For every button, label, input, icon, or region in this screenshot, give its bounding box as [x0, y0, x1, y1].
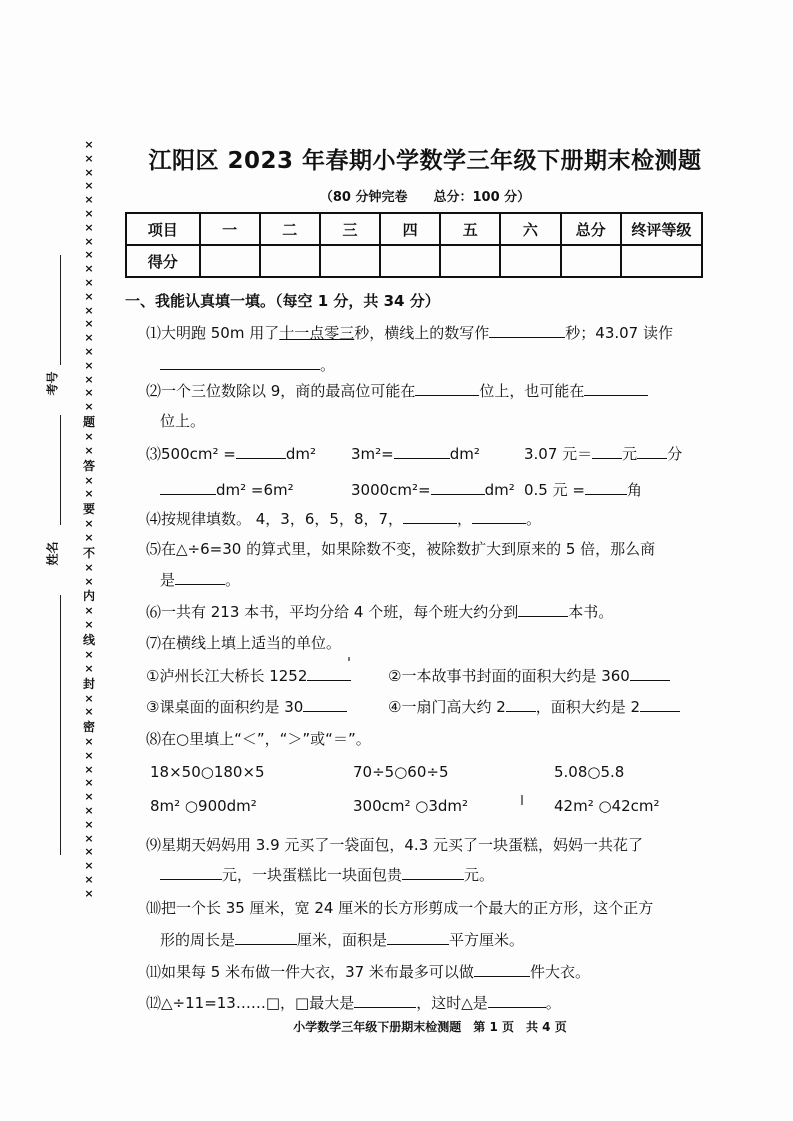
answer-blank[interactable]: [630, 665, 670, 681]
seal-x-mark: ×: [84, 530, 94, 544]
seal-word: 密: [82, 720, 95, 735]
answer-blank[interactable]: [394, 443, 450, 459]
seal-x-mark: ×: [84, 691, 94, 705]
seal-word: 答: [82, 458, 95, 473]
answer-blank[interactable]: [640, 696, 680, 712]
answer-blank[interactable]: [160, 864, 222, 880]
cell-grade: 终评等级: [621, 213, 702, 245]
answer-blank[interactable]: [489, 322, 565, 338]
seal-x-mark: ×: [84, 873, 94, 887]
compare-2[interactable]: 70÷5○60÷5: [353, 763, 449, 781]
question-6: [146, 601, 613, 622]
q3-text: ⑶500cm² =: [146, 445, 236, 463]
score-cell[interactable]: [621, 245, 702, 277]
seal-x-mark: ×: [84, 165, 94, 179]
seal-x-mark: ×: [84, 344, 94, 358]
exam-title: 江阳区 2023 年春期小学数学三年级下册期末检测题: [148, 148, 702, 174]
q6-text-a: ⑹一共有 213 本书，平均分给 4 个班，每个班大约分到: [146, 603, 519, 621]
score-table-header-row: [126, 213, 702, 245]
score-cell[interactable]: [320, 245, 380, 277]
q1-text-c: 秒；43.07 读作: [565, 324, 673, 342]
page-footer: 小学数学三年级下册期末检测题 第 1 页 共 4 页: [293, 1020, 567, 1034]
q1-underlined: 十一点零三: [279, 324, 355, 342]
question-5-line2: [160, 569, 240, 590]
q2-text-a: ⑵一个三位数除以 9，商的最高位可能在: [146, 382, 416, 400]
seal-x-mark: ×: [84, 845, 94, 859]
kaohao-label: 考号: [45, 371, 60, 396]
question-9: ⑼星期天妈妈用 3.9 元买了一袋面包，4.3 元买了一块蛋糕，妈妈一共花了: [146, 836, 644, 854]
seal-x-mark: ×: [84, 762, 94, 776]
cell-1: 一: [200, 213, 260, 245]
seal-x-mark: ×: [84, 618, 94, 632]
question-7-1: [146, 665, 351, 686]
seal-x-mark: ×: [84, 372, 94, 386]
answer-blank[interactable]: [307, 665, 351, 681]
answer-blank[interactable]: [175, 569, 225, 585]
question-7-3: [146, 696, 347, 717]
q12-text-c: 。: [545, 994, 561, 1012]
question-3-d: [160, 479, 294, 499]
answer-blank[interactable]: [160, 354, 320, 370]
q2-text-b: 位上，也可能在: [479, 382, 585, 400]
question-10: ⑽把一个长 35 厘米，宽 24 厘米的长方形剪成一个最大的正方形，这个正方: [146, 899, 654, 917]
seal-x-mark: ×: [84, 831, 94, 845]
binding-line-bottom: [60, 595, 61, 855]
cell-4: 四: [380, 213, 440, 245]
q4-text-b: ，: [457, 510, 473, 528]
q3-text: 3m²=: [351, 445, 394, 463]
q3-text: 3.07 元＝: [524, 445, 593, 463]
seal-x-mark: ×: [84, 705, 94, 719]
q1-text-d: 。: [320, 356, 336, 374]
q3-unit: 角: [626, 481, 642, 499]
seal-x-mark: ×: [84, 400, 94, 414]
seal-x-mark: ×: [84, 604, 94, 618]
seal-x-mark: ×: [84, 817, 94, 831]
cell-xiangmu: 项目: [126, 213, 200, 245]
seal-x-mark: ×: [84, 748, 94, 762]
q1-text-b: 秒，横线上的数写作: [354, 324, 490, 342]
q9-text-b: 元，一块蛋糕比一块面包贵: [222, 866, 403, 884]
seal-x-mark: ×: [84, 790, 94, 804]
scan-speck: [348, 657, 350, 661]
answer-blank[interactable]: [518, 601, 568, 617]
answer-blank[interactable]: [402, 864, 464, 880]
question-3-b: [351, 443, 480, 463]
q3-unit: 元: [622, 445, 638, 463]
answer-blank[interactable]: [403, 508, 457, 524]
seal-word: 内: [82, 589, 95, 604]
answer-blank[interactable]: [235, 929, 297, 945]
seal-x-mark: ×: [84, 248, 94, 262]
cell-defen: 得分: [126, 245, 200, 277]
question-4: [146, 508, 541, 529]
question-7: ⑺在横线上填上适当的单位。: [146, 634, 342, 652]
seal-x-mark: ×: [84, 220, 94, 234]
score-table: [125, 212, 703, 278]
answer-blank[interactable]: [584, 380, 648, 396]
q11-text-b: 件大衣。: [529, 963, 590, 981]
answer-blank[interactable]: [472, 508, 526, 524]
seal-x-mark: ×: [84, 647, 94, 661]
question-11: [146, 961, 590, 982]
score-table-score-row: [126, 245, 702, 277]
question-2-line2: 位上。: [160, 412, 206, 430]
q4-text-a: ⑷按规律填数。 4，3，6，5，8，7，: [146, 510, 404, 528]
binding-line-top: [60, 255, 61, 365]
seal-word: 要: [82, 502, 95, 517]
seal-x-mark: ×: [84, 289, 94, 303]
seal-x-mark: ×: [84, 735, 94, 749]
question-10-line2: [160, 929, 524, 950]
q4-text-c: 。: [526, 510, 542, 528]
compare-1[interactable]: 18×50○180×5: [150, 763, 265, 781]
question-2: [146, 380, 648, 401]
seal-x-mark: ×: [84, 179, 94, 193]
seal-x-mark: ×: [84, 804, 94, 818]
seal-x-mark: ×: [84, 443, 94, 457]
score-cell[interactable]: [500, 245, 560, 277]
question-7-2: [388, 665, 670, 686]
seal-x-mark: ×: [84, 473, 94, 487]
q7-text: ①泸州长江大桥长 1252: [146, 667, 308, 685]
q7-text: ④一扇门高大约 2: [388, 698, 506, 716]
seal-x-mark: ×: [84, 275, 94, 289]
score-cell[interactable]: [440, 245, 500, 277]
q3-text: 3000cm²=: [351, 481, 431, 499]
question-12: [146, 992, 561, 1013]
seal-x-mark: ×: [84, 193, 94, 207]
q3-unit: 分: [667, 445, 683, 463]
seal-x-mark: ×: [84, 262, 94, 276]
seal-x-mark: ×: [84, 859, 94, 873]
seal-x-mark: ×: [84, 517, 94, 531]
answer-blank[interactable]: [592, 443, 622, 459]
seal-x-mark: ×: [84, 206, 94, 220]
seal-word: 题: [82, 414, 95, 429]
question-1: [146, 322, 673, 343]
seal-x-mark: ×: [84, 331, 94, 345]
seal-x-mark: ×: [84, 386, 94, 400]
q12-text-a: ⑿△÷11=13……□，□最大是: [146, 994, 355, 1012]
answer-blank[interactable]: [415, 380, 479, 396]
seal-x-mark: ×: [84, 574, 94, 588]
seal-word: 线: [82, 632, 95, 647]
answer-blank[interactable]: [488, 992, 546, 1008]
seal-word: 封: [82, 676, 95, 691]
seal-word: 不: [82, 545, 95, 560]
q12-text-b: ，这时△是: [416, 994, 488, 1012]
q6-text-b: 本书。: [568, 603, 614, 621]
seal-x-mark: ×: [84, 487, 94, 501]
question-5: ⑸在△÷6=30 的算式里，如果除数不变，被除数扩大到原来的 5 倍，那么商: [146, 540, 656, 558]
q5-text-c: 。: [225, 571, 241, 589]
answer-blank[interactable]: [506, 696, 536, 712]
binding-strip: [78, 138, 100, 953]
compare-3[interactable]: 5.08○5.8: [554, 763, 625, 781]
cell-6: 六: [500, 213, 560, 245]
seal-x-mark: ×: [84, 560, 94, 574]
seal-x-mark: ×: [84, 776, 94, 790]
seal-x-mark: ×: [84, 234, 94, 248]
score-cell[interactable]: [561, 245, 621, 277]
seal-x-mark: ×: [84, 358, 94, 372]
q1-text-a: ⑴大明跑 50m 用了: [146, 324, 280, 342]
seal-x-mark: ×: [84, 303, 94, 317]
question-7-4: [388, 696, 680, 717]
question-3-a: [146, 443, 316, 464]
scan-speck: [521, 795, 523, 805]
answer-blank[interactable]: [236, 443, 286, 459]
score-cell[interactable]: [260, 245, 320, 277]
answer-blank[interactable]: [585, 479, 627, 495]
question-3-e: [351, 479, 515, 499]
answer-blank[interactable]: [354, 992, 416, 1008]
seal-x-mark: ×: [84, 886, 94, 900]
question-1-line2: [160, 354, 335, 375]
score-cell[interactable]: [380, 245, 440, 277]
q3-unit: dm²: [484, 481, 515, 499]
q9-text-c: 元。: [464, 866, 495, 884]
seal-x-mark: ×: [84, 429, 94, 443]
compare-5[interactable]: 300cm² ○3dm²: [353, 797, 469, 815]
q3-unit: dm²: [285, 445, 316, 463]
seal-x-mark: ×: [84, 138, 94, 151]
answer-blank[interactable]: [431, 479, 485, 495]
answer-blank[interactable]: [160, 479, 216, 495]
seal-x-mark: ×: [84, 151, 94, 165]
q5-text-b: 是: [160, 571, 176, 589]
q3-unit: dm² =6m²: [216, 481, 294, 499]
answer-blank[interactable]: [474, 961, 530, 977]
seal-x-mark: ×: [84, 317, 94, 331]
cell-2: 二: [260, 213, 320, 245]
compare-4[interactable]: 8m² ○900dm²: [150, 797, 257, 815]
question-3-c: [524, 443, 682, 464]
cell-5: 五: [440, 213, 500, 245]
question-9-line2: [160, 864, 494, 885]
answer-blank[interactable]: [637, 443, 667, 459]
xingming-label: 姓名: [45, 541, 60, 566]
score-cell[interactable]: [200, 245, 260, 277]
q7-text: ③课桌面的面积约是 30: [146, 698, 304, 716]
q10-text-d: 平方厘米。: [449, 931, 525, 949]
section-1-heading: 一、我能认真填一填。（每空 1 分，共 34 分）: [125, 292, 440, 310]
q7-text: ，面积大约是 2: [535, 698, 641, 716]
question-3-f: [524, 479, 642, 500]
question-8: ⑻在○里填上“＜”，“＞”或“＝”。: [146, 730, 371, 748]
q7-text: ②一本故事书封面的面积大约是 360: [388, 667, 630, 685]
compare-6[interactable]: 42m² ○42cm²: [554, 797, 660, 815]
answer-blank[interactable]: [303, 696, 347, 712]
cell-3: 三: [320, 213, 380, 245]
q10-text-b: 形的周长是: [160, 931, 236, 949]
q3-text: 0.5 元 =: [524, 481, 585, 499]
q10-text-c: 厘米，面积是: [297, 931, 388, 949]
answer-blank[interactable]: [387, 929, 449, 945]
exam-subtitle: （80 分钟完卷 总分：100 分）: [319, 190, 531, 205]
q11-text-a: ⑾如果每 5 米布做一件大衣，37 米布最多可以做: [146, 963, 474, 981]
binding-line-mid: [60, 415, 61, 525]
seal-x-mark: ×: [84, 661, 94, 675]
cell-total: 总分: [561, 213, 621, 245]
q3-unit: dm²: [449, 445, 480, 463]
